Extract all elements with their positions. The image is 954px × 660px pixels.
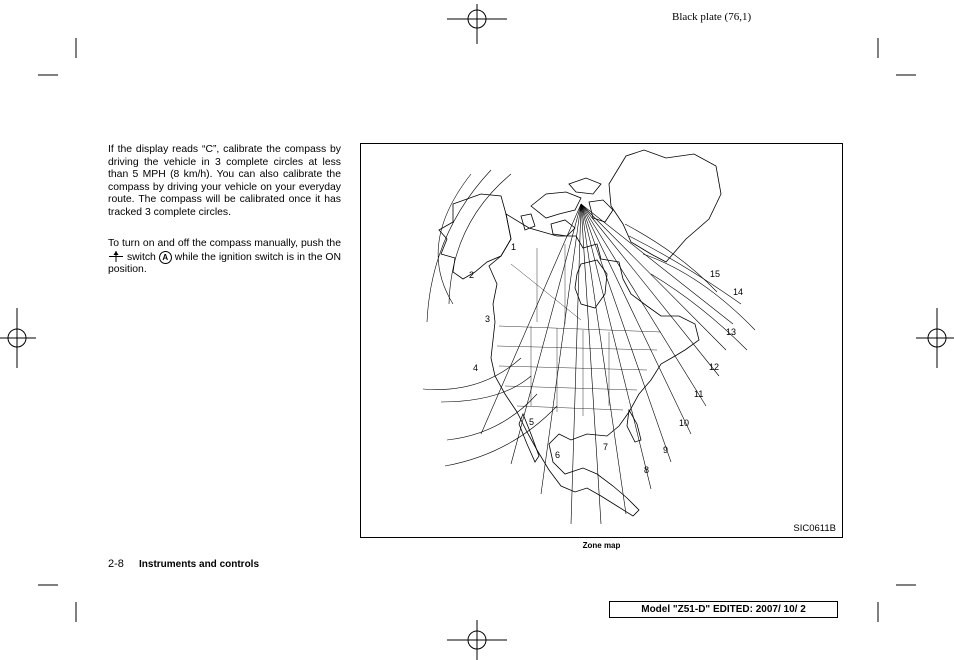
florida-outline — [627, 410, 641, 442]
switch-marker-a-icon: A — [159, 251, 172, 264]
zone-map-illustration — [361, 144, 842, 537]
greenland-outline — [609, 150, 721, 262]
zone-label: 5 — [529, 417, 535, 427]
model-edit-box: Model "Z51-D" EDITED: 2007/ 10/ 2 — [609, 601, 838, 618]
zone-label: 9 — [663, 445, 669, 455]
zone-label: 4 — [473, 363, 479, 373]
zone-boundary-lines — [481, 204, 733, 524]
arctic-islands-outline — [521, 178, 613, 236]
plate-label: Black plate (76,1) — [672, 11, 752, 23]
zone-label: 2 — [469, 270, 475, 280]
zone-label: 11 — [694, 389, 704, 399]
calibration-paragraph — [108, 144, 341, 220]
figure-caption: Zone map — [582, 541, 621, 550]
zone-label: 13 — [726, 327, 737, 337]
manual-toggle-paragraph — [108, 238, 341, 277]
zone-label: 7 — [603, 442, 609, 452]
registration-mark-left — [0, 308, 36, 368]
zone-label: 15 — [710, 269, 721, 279]
zone-label: 1 — [511, 242, 517, 252]
page-number: 2-8 — [108, 558, 124, 570]
hudson-bay-outline — [575, 260, 607, 308]
registration-mark-right — [916, 308, 954, 368]
registration-mark-top — [447, 4, 507, 44]
zone-label: 8 — [644, 465, 650, 475]
zone-label: 12 — [709, 362, 720, 372]
calibration-text: If the display reads “C”, calibrate the compass by driving the vehicle in 3 complete circles at less than 5 MPH (8 km/h). You can also calibrate the compass by driving your vehicle on your everyday route. The compass will be calibrated once it has tracked 3 complete circles. — [108, 144, 341, 218]
north-america-outline — [489, 214, 699, 516]
section-title: Instruments and controls — [139, 559, 260, 570]
registration-mark-bottom — [447, 618, 507, 660]
zone-label: 14 — [733, 287, 744, 297]
switch-word: switch — [126, 251, 156, 263]
zone-label: 3 — [485, 314, 491, 324]
figure-code: SIC0611B — [793, 523, 836, 534]
manual-toggle-text-a: To turn on and off the compass manually, push the — [108, 238, 341, 249]
zone-label: 6 — [555, 450, 561, 460]
zone-map-figure — [360, 143, 843, 538]
manual-toggle-text-b: while the ignition switch is in the ON position. — [108, 251, 342, 276]
zone-label: 10 — [679, 418, 690, 428]
compass-switch-icon — [108, 251, 124, 262]
